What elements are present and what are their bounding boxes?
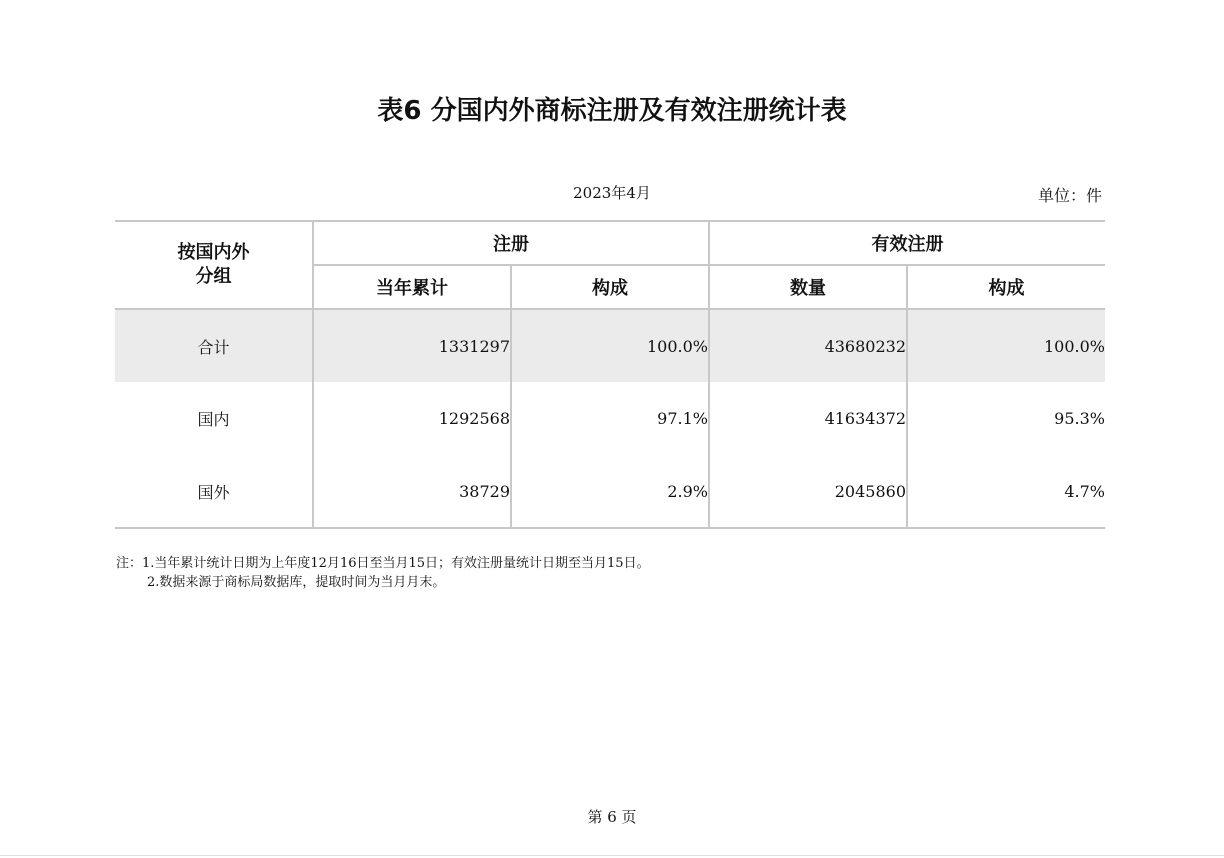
table-row — [115, 382, 1105, 455]
table-row — [115, 309, 1105, 382]
row-name: 合计 — [115, 309, 313, 382]
header-valid-registration: 有效注册 — [709, 221, 1105, 265]
cell-quantity: 41634372 — [709, 382, 907, 455]
header-registration: 注册 — [313, 221, 709, 265]
cell-share-valid: 100.0% — [907, 309, 1105, 382]
header-share-valid: 构成 — [907, 265, 1105, 309]
note-line-2: 2.数据来源于商标局数据库，提取时间为当月月末。 — [147, 575, 446, 590]
table-row — [115, 455, 1105, 528]
cell-quantity: 43680232 — [709, 309, 907, 382]
row-group-header — [115, 221, 313, 309]
cell-share-registration: 2.9% — [511, 455, 709, 528]
cell-quantity: 2045860 — [709, 455, 907, 528]
report-date: 2023年4月 — [573, 184, 651, 202]
cell-share-registration: 100.0% — [511, 309, 709, 382]
page-bottom-divider — [0, 855, 1224, 856]
cell-cumulative: 1292568 — [313, 382, 511, 455]
row-group-header-line2: 分组 — [195, 266, 232, 287]
row-group-header-line1: 按国内外 — [177, 242, 250, 263]
cell-cumulative: 38729 — [313, 455, 511, 528]
page-number: 第 6 页 — [587, 808, 637, 826]
trademark-statistics-table — [115, 220, 1105, 529]
cell-share-valid: 4.7% — [907, 455, 1105, 528]
header-share-registration: 构成 — [511, 265, 709, 309]
table-notes — [116, 554, 650, 592]
unit-label: 单位：件 — [1037, 186, 1102, 205]
page-title: 表6 分国内外商标注册及有效注册统计表 — [377, 96, 847, 126]
note-line-1: 注：1.当年累计统计日期为上年度12月16日至当月15日；有效注册量统计日期至当月15日。 — [116, 556, 650, 571]
row-name: 国外 — [115, 455, 313, 528]
cell-share-valid: 95.3% — [907, 382, 1105, 455]
header-cumulative: 当年累计 — [313, 265, 511, 309]
header-quantity: 数量 — [709, 265, 907, 309]
row-name: 国内 — [197, 410, 230, 429]
cell-cumulative: 1331297 — [313, 309, 511, 382]
cell-share-registration: 97.1% — [511, 382, 709, 455]
